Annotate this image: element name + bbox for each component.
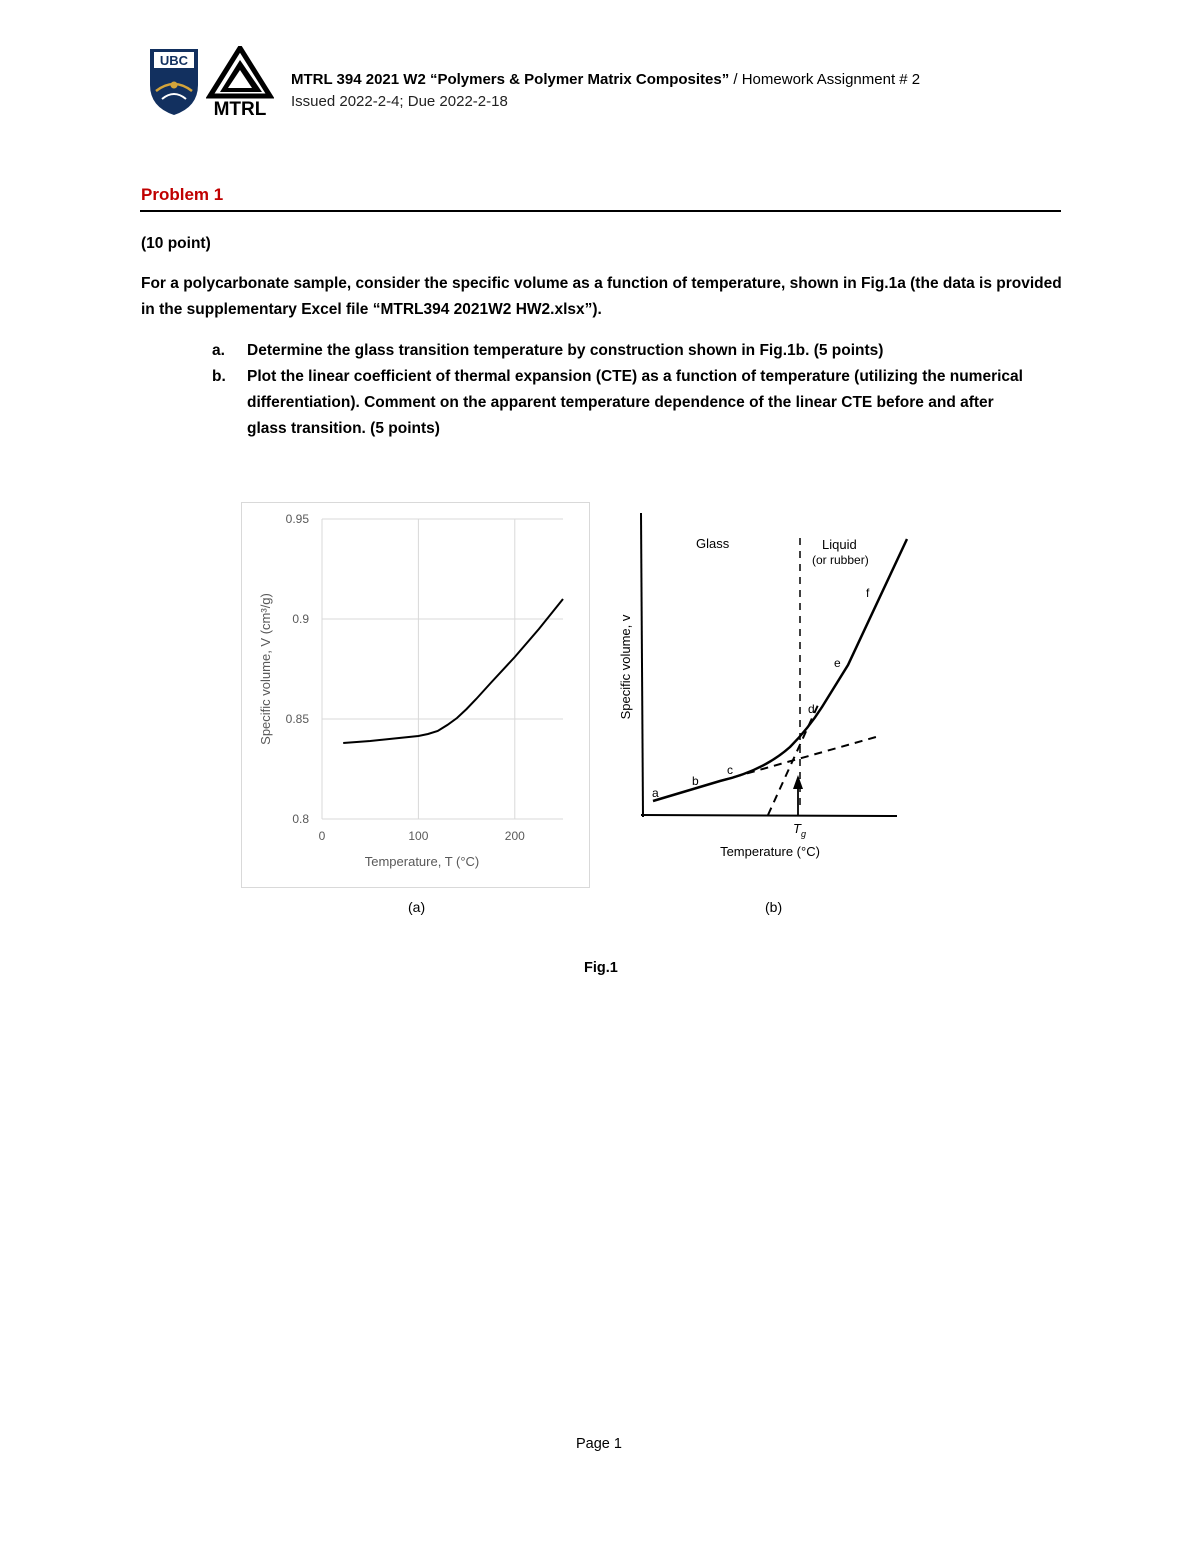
problem-intro: For a polycarbonate sample, consider the specific volume as a function of temperature, shown in Fig.1a (the data is provided in the supplementary Excel file “MTRL394 2021W2 HW2.xlsx”). [141, 275, 1062, 318]
problem-title: Problem 1 [141, 185, 224, 204]
x-axis-label: Temperature (°C) [720, 844, 820, 859]
course-header [291, 71, 920, 88]
tg-symbol: T [793, 821, 801, 836]
point-label-a: a [652, 786, 659, 800]
y-axis [641, 513, 643, 817]
mtrl-logo [206, 46, 274, 118]
figure-caption: Fig.1 [584, 960, 618, 976]
chart-a [241, 502, 590, 888]
y-tick-label: 0.9 [292, 612, 309, 626]
liquid-label: Liquid [822, 537, 857, 552]
y-axis-label: Specific volume, v [618, 614, 633, 720]
course-title: MTRL 394 2021 W2 “Polymers & Polymer Matrix Composites” [291, 71, 730, 88]
problem-points: (10 point) [141, 235, 211, 252]
caption-b: (b) [765, 899, 783, 915]
x-tick-label: 200 [504, 829, 525, 843]
list-item-text: Plot the linear coefficient of thermal expansion (CTE) as a function of temperature (utilizing the numerical differentiation). Comment on the apparent temperature dependence of the linear CTE before and after glass transition. (5 points) [247, 368, 1023, 437]
title-divider [140, 210, 1061, 212]
x-tick-label: 100 [408, 829, 429, 843]
list-item-text: Determine the glass transition temperature by construction shown in Fig.1b. (5 points) [247, 342, 884, 359]
assignment-label: / Homework Assignment # 2 [729, 71, 921, 88]
y-tick-label: 0.8 [292, 812, 309, 826]
x-axis-label: Temperature, T (°C) [364, 854, 480, 869]
ubc-logo [148, 47, 200, 117]
point-label-d: d [808, 702, 815, 716]
page-number: Page 1 [576, 1436, 622, 1452]
series-line [343, 599, 563, 743]
point-label-f: f [866, 586, 870, 600]
x-tick-label: 0 [318, 829, 326, 843]
tg-label [793, 821, 806, 839]
ubc-logo-text: UBC [159, 53, 189, 68]
volume-curve [653, 539, 907, 801]
tg-arrowhead [793, 775, 803, 789]
y-tick-label: 0.95 [285, 512, 309, 526]
point-label-c: c [727, 763, 733, 777]
list-item [212, 338, 1032, 364]
list-marker: b. [212, 368, 226, 385]
glass-label: Glass [696, 536, 730, 551]
chart-b [608, 505, 908, 865]
list-item [212, 364, 1032, 442]
y-axis-label: Specific volume, V (cm³/g) [258, 593, 273, 745]
issue-dates: Issued 2022-2-4; Due 2022-2-18 [291, 93, 508, 110]
y-tick-label: 0.85 [285, 712, 309, 726]
point-label-b: b [692, 774, 699, 788]
caption-a: (a) [408, 899, 426, 915]
list-marker: a. [212, 342, 225, 359]
mtrl-logo-text: MTRL [213, 99, 267, 118]
point-label-e: e [834, 656, 841, 670]
rubber-label: (or rubber) [812, 553, 869, 567]
tg-subscript: g [800, 829, 806, 839]
